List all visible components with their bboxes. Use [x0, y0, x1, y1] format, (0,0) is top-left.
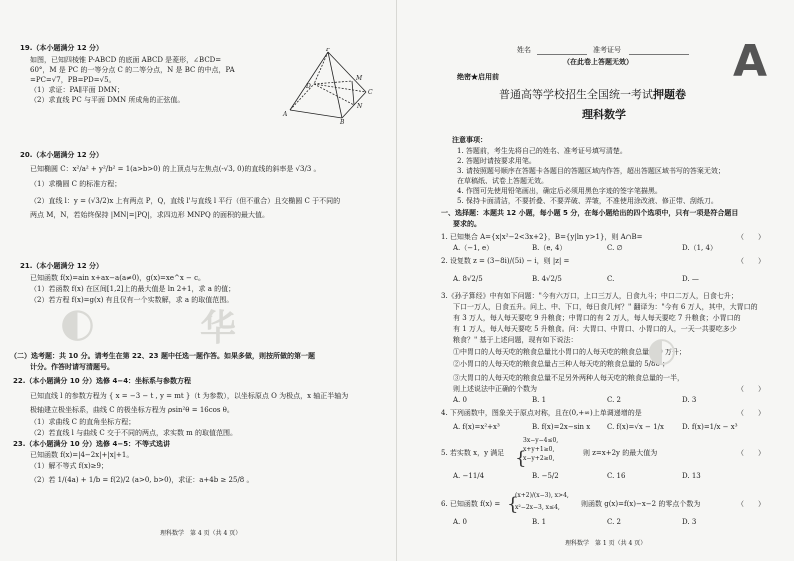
watermark-logo-right: ◐ — [647, 330, 677, 370]
q5-constraint: x−y+2≥0, — [523, 455, 555, 462]
q5-tail: 则 z=x+2y 的最大值为 — [583, 449, 658, 457]
section2-line: （二）选考题：共 10 分。请考生在第 22、23 题中任选一题作答。如果多做，则按所做的第一题 — [10, 352, 315, 360]
label-c: C — [368, 89, 373, 96]
q19-title: 19.（本小题满分 12 分） — [20, 44, 104, 52]
label-n: N — [357, 103, 363, 110]
q2-option-b: B. 4√2/5 — [532, 275, 562, 283]
notes-title: 注意事项： — [452, 136, 487, 144]
watermark-text: 华 — [200, 308, 237, 349]
q19-line: 如图，已知四棱锥 P-ABCD 的底面 ABCD 是菱形，∠BCD= — [30, 56, 222, 64]
q23-line: 已知函数 f(x)=|4−2x|+|x|+1。 — [30, 451, 134, 459]
name-label: 姓名 — [517, 46, 531, 54]
name-line — [537, 54, 587, 55]
q3-line: 有 1 万人，每人每天要吃 5 升粮食。问：大胃口、中胃口、小胃口的人，一天一共要吃多少 — [453, 325, 737, 333]
exam-title-bold: 押题卷 — [653, 88, 686, 101]
q5-option-a: A. −11/4 — [453, 472, 485, 480]
q3-line: 粮食？" 基于上述问题，现有如下说法： — [453, 336, 578, 344]
page-footer: 理科数学 第 4 页（共 4 页） — [160, 530, 242, 537]
id-label: 准考证号 — [593, 46, 621, 54]
note-item: 1. 答题前，考生先将自己的姓名、准考证号填写清楚。 — [457, 147, 627, 155]
q3-line: 下口一万人，日食五升。问上、中、下口，每日食几何？" 翻译为："今有 6 万人，其中，大胃口的 — [453, 303, 758, 311]
q5-option-c: C. 16 — [607, 472, 626, 480]
note-item: 5. 保持卡面清洁，不要折叠、不要弄破、弄皱，不准使用涂改液、修正带、刮纸刀。 — [457, 197, 718, 205]
q20-line: （2）直线 l：y = (√3/2)x 上有两点 P，Q，直线 l'与直线 l 平行（但不重合）且交椭圆 C 于不同的 — [30, 197, 341, 205]
q5-bracket: （ ） — [737, 449, 765, 457]
q2-bracket: （ ） — [737, 257, 765, 265]
paper-type-letter: A — [733, 36, 768, 87]
note-item: 2. 答题时请按要求用笔。 — [457, 157, 536, 165]
q3-option-d: D. 3 — [682, 396, 697, 404]
q5-constraint: x+y+1≥0, — [523, 446, 555, 453]
q4-option-c: C. f(x)=√x − 1/x — [607, 423, 664, 431]
q6-stem: 6. 已知函数 f(x) = — [441, 500, 501, 508]
q20-line: （1）求椭圆 C 的标准方程； — [30, 180, 122, 188]
q2-option-c: C. — [607, 275, 615, 283]
q6-option-d: D. 3 — [682, 518, 697, 526]
q19-line: =PC=√7，PB=PD=√5。 — [30, 76, 116, 84]
section2-line: 计分。作答时请写清题号。 — [30, 363, 114, 371]
secret-mark: 绝密★启用前 — [457, 72, 499, 81]
q21-title: 21.（本小题满分 12 分） — [20, 262, 104, 270]
q5-option-b: B. −5/2 — [532, 472, 559, 480]
page-1 — [397, 0, 794, 561]
q1-option-c: C. ∅ — [607, 244, 623, 252]
q21-line: 已知函数 f(x)=ain x+ax−a(a≠0)，g(x)=xe^x − c。 — [30, 274, 206, 282]
page-footer: 理科数学 第 1 页（共 4 页） — [565, 540, 647, 547]
q1-bracket: （ ） — [737, 233, 765, 241]
note-item: 4. 作图可先使用铅笔画出，确定后必须用黑色字迹的签字笔描黑。 — [457, 187, 662, 195]
q22-line: 极轴建立极坐标系，曲线 C 的极坐标方程为 ρsin²θ = 16cos θ。 — [30, 406, 234, 414]
q3-line: 有 3 万人，每人每天要吃 9 升粮食；中胃口的有 2 万人，每人每天要吃 7 升粮食；小胃口的 — [453, 314, 741, 322]
q5-brace: { — [515, 448, 527, 469]
q1-option-d: D.（1, 4） — [682, 244, 717, 252]
q6-piece: (x+2)/(x−3), x>4, — [515, 492, 569, 499]
q22-line: 已知直线 l 的参数方程为 { x = −3 − t , y = mt }（t 为参数），以坐标原点 O 为极点，x 轴正半轴为 — [30, 392, 349, 400]
q23-title: 23.（本小题满分 10 分）选修 4−5：不等式选讲 — [13, 440, 171, 448]
q22-line: （1）求曲线 C 的直角坐标方程； — [30, 418, 136, 426]
q2-option-d: D. — — [682, 275, 699, 283]
label-d: D — [306, 83, 311, 90]
q20-line: 已知椭圆 C：x²/a² + y²/b² = 1(a>b>0) 的上顶点与左焦点(-√3, 0)的直线的斜率是 √3/3 。 — [30, 165, 321, 173]
q1-option-a: A.（−1, e） — [453, 244, 494, 252]
q1-stem: 1. 已知集合 A={x|x²−2<3x+2}，B={y|ln y>1}，则 A∩B= — [441, 233, 643, 241]
q5-stem: 5. 若实数 x，y 满足 — [441, 449, 505, 457]
label-a: A — [283, 111, 288, 118]
q6-option-a: A. 0 — [453, 518, 467, 526]
q3-option-a: A. 0 — [453, 396, 467, 404]
section1-line: 要求的。 — [453, 220, 481, 228]
q23-line: （1）解不等式 f(x)≥9； — [30, 462, 108, 470]
q4-option-b: B. f(x)=2x−sin x — [532, 423, 591, 431]
label-b: B — [340, 119, 345, 124]
note-item: 3. 请按照题号顺序在答题卡各题目的答题区域内作答，超出答题区域书写的答案无效； — [457, 167, 725, 175]
q3-line: 则上述说法中正确的个数为 — [453, 385, 537, 393]
q3-bracket: （ ） — [737, 385, 765, 393]
q3-option-c: C. 2 — [607, 396, 622, 404]
q3-statement: ②小胃口的人每天吃的粮食总量占三种人每天吃的粮食总量的 5/86 ； — [453, 360, 670, 368]
q2-stem: 2. 设复数 z = (3−8i)/(5i) − i，则 |z| = — [441, 257, 570, 265]
subject-title: 理科数学 — [582, 108, 626, 121]
q21-line: （1）若函数 f(x) 在区间[1,2]上的最大值是 ln 2+1，求 a 的值； — [30, 285, 236, 293]
q21-line: （2）若方程 f(x)=g(x) 有且仅有一个实数解，求 a 的取值范围。 — [30, 296, 234, 304]
q6-brace: { — [507, 494, 519, 515]
answer-invalid-notice: （在此卷上答题无效） — [563, 58, 633, 66]
q5-constraint: 3x−y−4≤0, — [523, 437, 559, 444]
q6-option-c: C. 2 — [607, 518, 622, 526]
q6-bracket: （ ） — [737, 500, 765, 508]
q19-line: 60°，M 是 PC 的一等分点 C 的二等分点，N 是 BC 的中点，PA — [30, 66, 235, 74]
q23-line: （2）若 1/(4a) + 1/b = f(2)/2 (a>0, b>0)，求证：a+4b ≥ 25/8 。 — [30, 476, 254, 484]
q3-line: 3.《孙子算经》中有如下问题："今有六万口，上口三万人，日食九斗；中口二万人，日食七升； — [441, 292, 738, 300]
q5-option-d: D. 13 — [682, 472, 701, 480]
q22-title: 22.（本小题满分 10 分）选修 4−4：坐标系与参数方程 — [13, 377, 192, 385]
label-m: M — [356, 75, 363, 82]
q6-tail: 则函数 g(x)=f(x)−x−2 的零点个数为 — [581, 500, 701, 508]
exam-title — [499, 88, 686, 101]
label-p: P — [326, 48, 331, 53]
q3-option-b: B. 1 — [532, 396, 547, 404]
q3-statement: ③大胃口的人每天吃的粮食总量不足另外两种人每天吃的粮食总量的一半， — [453, 374, 684, 382]
q4-option-d: D. f(x)=1/x − x³ — [682, 423, 738, 431]
note-item: 在草稿纸、试卷上答题无效。 — [457, 177, 548, 185]
section1-line: 一、选择题：本题共 12 小题，每小题 5 分，在每小题给出的四个选项中，只有一项是符合题目 — [441, 209, 739, 217]
q19-line: （1）求证：PA∥平面 DMN； — [30, 86, 124, 94]
q4-bracket: （ ） — [737, 409, 765, 417]
q20-line: 两点 M，N，若始终保持 |MN|=|PQ|，求四边形 MNPQ 的面积的最大值。 — [30, 211, 269, 219]
q6-option-b: B. 1 — [532, 518, 547, 526]
q4-stem: 4. 下列函数中，图象关于原点对称，且在(0,+∞)上单调递增的是 — [441, 409, 642, 417]
q22-line: （2）若直线 l 与曲线 C 交于不同的两点，求实数 m 的取值范围。 — [30, 429, 238, 437]
watermark-logo: ◐ — [60, 300, 95, 346]
exam-title-main: 普通高等学校招生全国统一考试 — [499, 88, 653, 101]
q2-option-a: A. 8√2/5 — [453, 275, 483, 283]
q19-line: （2）求直线 PC 与平面 DMN 所成角的正弦值。 — [30, 96, 185, 104]
q4-option-a: A. f(x)=x²+x³ — [453, 423, 500, 431]
pyramid-figure — [280, 48, 376, 124]
q20-title: 20.（本小题满分 12 分） — [20, 151, 104, 159]
q6-piece: x²−2x−3, x≤4, — [515, 504, 560, 511]
id-line — [629, 54, 689, 55]
q1-option-b: B.（e, 4） — [532, 244, 567, 252]
q3-statement: ①中胃口的人每天吃的粮食总量比小胃口的人每天吃的粮食总量多 9 万升； — [453, 348, 686, 356]
